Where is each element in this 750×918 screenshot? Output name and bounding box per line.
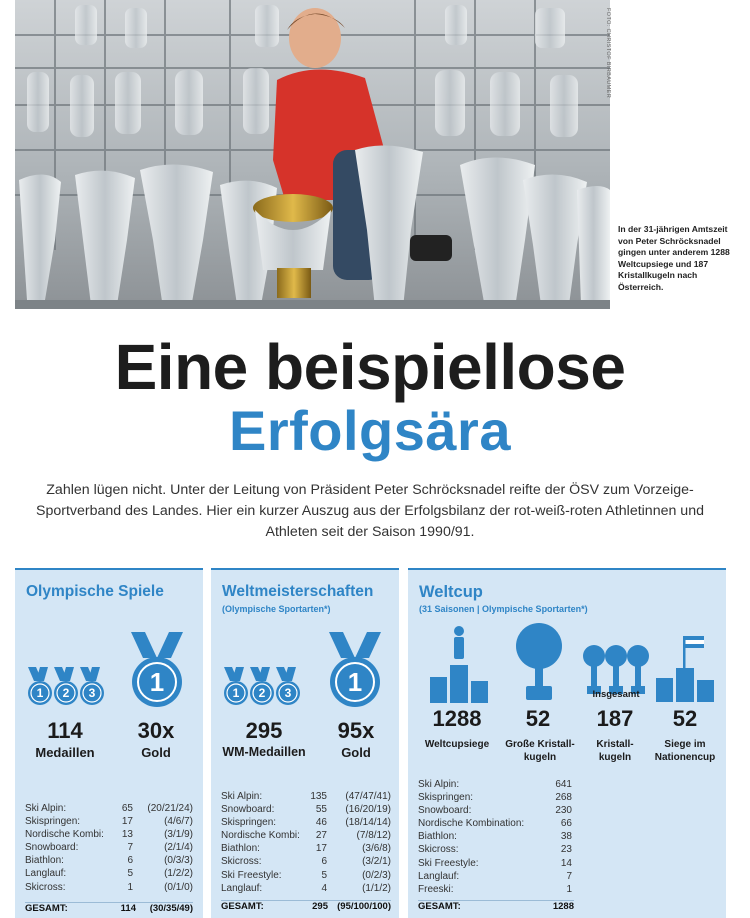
row-label: Biathlon:	[418, 831, 457, 843]
breakdown-row	[25, 881, 195, 894]
row-label: Snowboard:	[25, 842, 79, 854]
breakdown-row	[418, 883, 574, 896]
hero-photo	[15, 0, 610, 309]
gold-medal-icon	[325, 630, 385, 710]
row-detail: (2/1/4)	[164, 842, 193, 854]
weltcup-total	[418, 900, 574, 912]
photo-caption: In der 31-jährigen Amtszeit von Peter Schröcksnadel gingen unter anderem 1288 Weltcupsiege und 187 Kristallkugeln nach Österreich.	[618, 224, 730, 292]
breakdown-row	[221, 816, 393, 829]
breakdown-row	[25, 815, 195, 828]
medal-number-2: 2	[258, 686, 266, 700]
row-value: 6	[127, 855, 133, 867]
breakdown-row	[418, 778, 574, 791]
panel-title: Weltcup	[419, 583, 483, 601]
row-value: 4	[321, 882, 327, 894]
breakdown-row	[25, 867, 195, 880]
flag-icon	[656, 634, 714, 704]
total-label: GESAMT:	[418, 901, 461, 912]
row-value: 55	[315, 804, 327, 816]
breakdown-row	[418, 830, 574, 843]
panel-title: Olympische Spiele	[26, 583, 164, 600]
row-label: Nordische Kombi:	[221, 830, 300, 842]
olympia-total	[25, 902, 193, 914]
panel-title: Weltmeisterschaften	[222, 583, 374, 600]
row-label: Snowboard:	[418, 805, 472, 817]
row-label: Skispringen:	[25, 816, 81, 828]
row-detail: (1/1/2)	[362, 882, 391, 894]
row-label: Langlauf:	[221, 882, 263, 894]
row-label: Skicross:	[25, 881, 66, 893]
row-detail: (4/6/7)	[164, 816, 193, 828]
row-label: Ski Freestyle:	[418, 857, 479, 869]
breakdown-row	[25, 802, 195, 815]
stat-medals-label: Medaillen	[35, 745, 95, 760]
row-value: 230	[555, 805, 572, 817]
total-label: GESAMT:	[221, 901, 264, 912]
row-detail: (18/14/14)	[345, 817, 391, 829]
row-label: Ski Alpin:	[221, 791, 263, 802]
wm-total	[221, 900, 391, 912]
row-label: Skicross:	[221, 856, 262, 868]
stat-medals-value: 114	[47, 718, 83, 743]
row-value: 17	[121, 816, 133, 828]
row-label: Ski Alpin:	[418, 779, 460, 790]
row-detail: (3/1/9)	[164, 829, 193, 841]
stat-weltcupsiege-value: 1288	[432, 706, 482, 731]
gold-medal-icon	[127, 630, 187, 710]
intro-paragraph: Zahlen lügen nicht. Unter der Leitung von Präsident Peter Schröcksnadel reifte der ÖSV zum Vorzeige-Sportverband des Landes. Hier ein kurzer Auszug aus der Erfolgsbilanz der rot-weiß-roten Athletinnen und Athleten seit der Saison 1990/91.	[36, 482, 704, 540]
medals-123-icon	[26, 665, 106, 707]
row-value: 6	[321, 856, 327, 868]
medal-number-3: 3	[284, 686, 292, 700]
row-label: Freeski:	[418, 883, 454, 895]
row-label: Skispringen:	[221, 817, 277, 829]
medals-123-icon	[222, 665, 302, 707]
row-label: Snowboard:	[221, 804, 275, 816]
olympia-panel	[15, 568, 203, 918]
olympia-breakdown-list	[25, 802, 195, 894]
gold-medal-number: 1	[149, 667, 165, 697]
row-value: 1	[127, 881, 133, 893]
insgesamt-label: Insgesamt	[592, 689, 640, 700]
stat-nationencup-label: Siege im Nationencup	[654, 739, 716, 763]
breakdown-row	[25, 828, 195, 841]
row-value: 7	[566, 870, 572, 882]
podium-icon	[430, 625, 488, 705]
row-label: Nordische Kombination:	[418, 818, 525, 830]
breakdown-row	[418, 817, 574, 830]
panel-subtitle: (31 Saisonen | Olympische Sportarten*)	[419, 604, 588, 614]
row-detail: (3/6/8)	[362, 843, 391, 855]
row-value: 135	[310, 791, 327, 802]
row-value: 268	[555, 792, 572, 804]
row-value: 1	[566, 883, 572, 895]
stat-kugeln-value: 187	[596, 706, 634, 731]
row-detail: (0/3/3)	[164, 855, 193, 867]
photo-credit: FOTO: CHRISTOF BIRBAUMER	[605, 8, 611, 99]
row-detail: (20/21/24)	[147, 803, 193, 814]
row-value: 17	[315, 843, 327, 855]
row-detail: (1/2/2)	[164, 868, 193, 880]
medal-number-3: 3	[88, 686, 96, 700]
panel-subtitle: (Olympische Sportarten*)	[222, 604, 331, 614]
weltcup-breakdown-list	[418, 778, 574, 896]
row-value: 13	[121, 829, 133, 841]
row-detail: (0/2/3)	[362, 869, 391, 881]
row-value: 27	[315, 830, 327, 842]
row-value: 65	[121, 803, 133, 814]
breakdown-row	[221, 842, 393, 855]
row-detail: (16/20/19)	[345, 804, 391, 816]
headline-line1: Eine beispiellose	[114, 331, 626, 403]
breakdown-row	[25, 841, 195, 854]
stat-gold-value: 30x	[137, 718, 175, 743]
weltcup-panel	[408, 568, 726, 918]
breakdown-row	[221, 882, 393, 895]
breakdown-row	[221, 803, 393, 816]
breakdown-row	[418, 791, 574, 804]
stat-grosse-kugeln-label: Große Kristall-kugeln	[505, 739, 575, 763]
row-label: Langlauf:	[25, 868, 67, 880]
gold-medal-number: 1	[347, 667, 363, 697]
row-label: Ski Alpin:	[25, 803, 67, 814]
breakdown-row	[221, 855, 393, 868]
row-detail: (47/47/41)	[345, 791, 391, 802]
row-label: Biathlon:	[221, 843, 260, 855]
stat-gold-label: Gold	[141, 745, 171, 760]
headline-line2: Erfolgsära	[229, 399, 511, 462]
row-value: 641	[555, 779, 572, 790]
stat-gold-value: 95x	[337, 718, 375, 743]
stat-grosse-kugeln-value: 52	[525, 706, 551, 731]
stat-wm-medals-value: 295	[245, 718, 283, 743]
row-label: Langlauf:	[418, 870, 460, 882]
row-value: 23	[560, 844, 572, 856]
row-detail: (0/1/0)	[164, 881, 193, 893]
breakdown-row	[221, 869, 393, 882]
medal-number-1: 1	[232, 686, 240, 700]
breakdown-row	[221, 829, 393, 842]
breakdown-row	[418, 857, 574, 870]
row-value: 7	[127, 842, 133, 854]
crystal-globe-icon	[514, 622, 564, 704]
row-detail: (3/2/1)	[362, 856, 391, 868]
row-label: Ski Freestyle:	[221, 869, 282, 881]
row-value: 5	[321, 869, 327, 881]
total-value: 1288	[552, 901, 574, 912]
wm-breakdown-list	[221, 790, 393, 895]
row-detail: (7/8/12)	[356, 830, 391, 842]
row-label: Biathlon:	[25, 855, 64, 867]
row-value: 38	[560, 831, 572, 843]
row-value: 5	[127, 868, 133, 880]
stat-gold-label: Gold	[341, 745, 371, 760]
breakdown-row	[418, 843, 574, 856]
medal-number-2: 2	[62, 686, 70, 700]
total-detail: (95/100/100)	[337, 901, 391, 912]
stat-nationencup-value: 52	[672, 706, 698, 731]
row-value: 14	[560, 857, 572, 869]
breakdown-row	[418, 804, 574, 817]
row-label: Nordische Kombi:	[25, 829, 104, 841]
breakdown-row	[418, 870, 574, 883]
total-value: 114	[120, 903, 136, 914]
row-label: Skispringen:	[418, 792, 474, 804]
stat-wm-medals-label: WM-Medaillen	[222, 745, 306, 759]
breakdown-row	[25, 854, 195, 867]
total-value: 295	[312, 901, 328, 912]
medal-number-1: 1	[36, 686, 44, 700]
wm-panel	[211, 568, 399, 918]
row-value: 66	[560, 818, 572, 830]
total-label: GESAMT:	[25, 903, 68, 914]
breakdown-row	[221, 790, 393, 803]
trophy-room-illustration	[15, 0, 610, 309]
row-value: 46	[315, 817, 327, 829]
total-detail: (30/35/49)	[149, 903, 193, 914]
row-label: Skicross:	[418, 844, 459, 856]
stat-kugeln-label: Kristall-kugeln	[596, 739, 634, 763]
stat-weltcupsiege-label: Weltcupsiege	[424, 739, 490, 750]
